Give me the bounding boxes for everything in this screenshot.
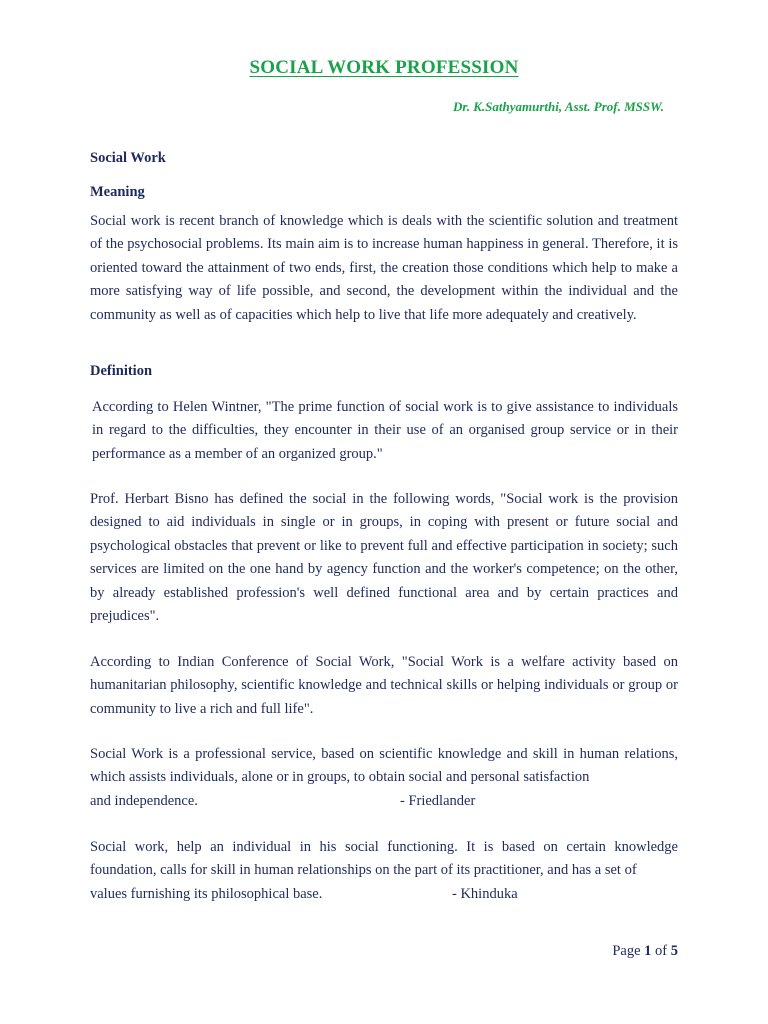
page-current-number: 1 <box>644 943 652 959</box>
page-number-footer <box>612 943 678 960</box>
friedlander-attribution: - Friedlander <box>400 792 476 809</box>
friedlander-last-line <box>90 790 678 813</box>
paragraph-meaning: Social work is recent branch of knowledge which is deals with the scientific solution and treatment of the psychosocial problems. Its main aim is to increase human happiness in general. Therefore, it is oriented toward the attainment of two ends, first, the creation those conditions which help to make a more satisfying way of life possible, and second, the development within the individual and the community as well as of capacities which help to live that life more adequately and creatively. <box>90 213 678 323</box>
document-author: Dr. K.Sathyamurthi, Asst. Prof. MSSW. <box>453 99 664 114</box>
paragraph-wintner-definition: According to Helen Wintner, "The prime function of social work is to give assistance to individuals in regard to the difficulties, they encounter in their use of an organised group service or in their performance as a member of an organized group." <box>92 399 678 462</box>
section-heading-meaning: Meaning <box>90 184 145 200</box>
paragraph-indian-conference-definition: According to Indian Conference of Social Work, "Social Work is a welfare activity based on humanitarian philosophy, scientific knowledge and technical skills or helping individuals or group or community to live a rich and full life". <box>90 654 678 717</box>
page-word: Page <box>612 943 641 959</box>
page-total-number: 5 <box>670 943 678 959</box>
friedlander-quote-end: and independence. <box>90 792 198 809</box>
friedlander-quote-text: Social Work is a professional service, based on scientific knowledge and skill in human relations, which assists individuals, alone or in groups, to obtain social and personal satisfaction <box>90 746 678 786</box>
khinduka-quote-end: values furnishing its philosophical base. <box>90 885 323 902</box>
paragraph-friedlander-definition <box>90 743 678 813</box>
page-of-word: of <box>655 943 668 959</box>
paragraph-khinduka-definition <box>90 836 678 906</box>
paragraph-bisno-definition: Prof. Herbart Bisno has defined the social in the following words, "Social work is the provision designed to aid individuals in single or in groups, in coping with present or future social and psychological obstacles that prevent or like to prevent full and effective participation in society; such services are limited on the one hand by agency function and the worker's competence; on the other, by already established profession's well defined functional area and by certain practices and prejudices". <box>90 491 678 625</box>
document-title: SOCIAL WORK PROFESSION <box>249 57 519 78</box>
section-heading-definition: Definition <box>90 363 153 379</box>
khinduka-attribution: - Khinduka <box>452 885 518 902</box>
khinduka-last-line <box>90 883 678 906</box>
khinduka-quote-text: Social work, help an individual in his social functioning. It is based on certain knowledge foundation, calls for skill in human relationships on the part of its practitioner, and has a set of <box>90 839 678 879</box>
section-heading-social-work: Social Work <box>90 150 166 166</box>
